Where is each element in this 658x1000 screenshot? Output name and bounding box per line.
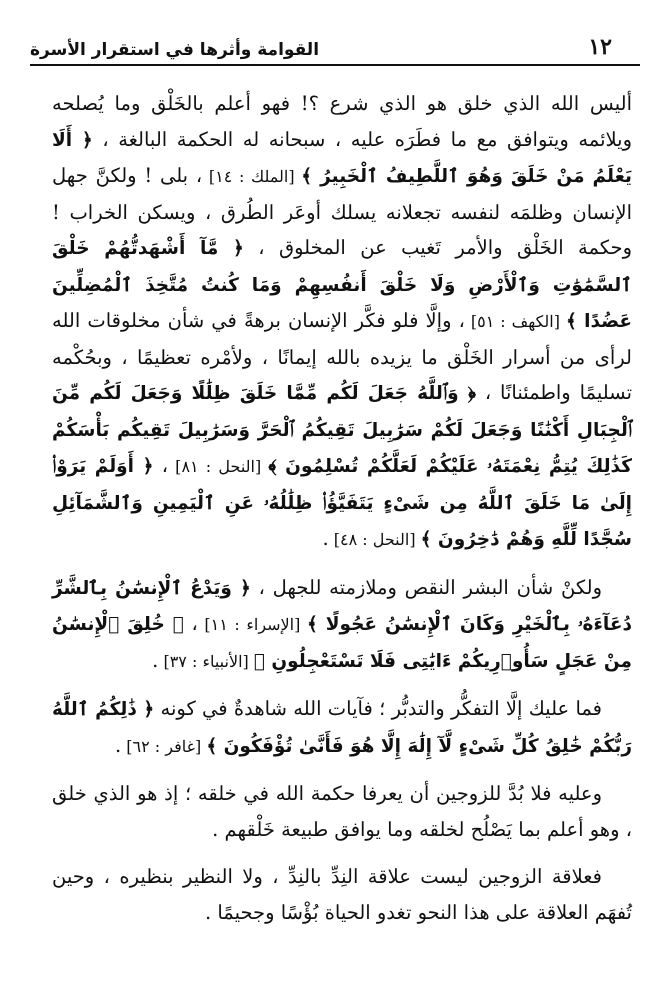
verse-citation: [الأنبياء : ٣٧]	[158, 651, 254, 671]
paragraph-text: ، بلى ! ولكنَّ جهل الإنسان وظلمَه لنفسه تجعلانه يسلك أوعَر الطُرق ، ويسكن الخراب ! وحكمة الخَلْق والأمر تَغيب عن المخلوق ،	[52, 164, 632, 259]
quran-verse: ﴿ وَٱللَّهُ جَعَلَ لَكُم مِّمَّا خَلَقَ ظِلَٰلًا وَجَعَلَ لَكُم مِّنَ ٱلْجِبَالِ أَكْنَٰنًا وَجَعَلَ لَكُمْ سَرَٰبِيلَ تَقِيكُمُ ٱلْحَرَّ وَسَرَٰبِيلَ تَقِيكُم بَأْسَكُمْ كَذَٰلِكَ يُتِمُّ نِعْمَتَهُۥ عَلَيْكُمْ لَعَلَّكُمْ تُسْلِمُونَ ﴾	[52, 383, 632, 477]
verse-citation: [غافر : ٦٢]	[121, 736, 207, 756]
quran-verse: ﴿ مَّآ أَشْهَدتُّهُمْ خَلْقَ ٱلسَّمَٰوَٰتِ وَٱلْأَرْضِ وَلَا خَلْقَ أَنفُسِهِمْ وَمَا كُنتُ مُتَّخِذَ ٱلْمُضِلِّينَ عَضُدًا ﴾	[52, 238, 632, 332]
paragraph	[52, 691, 632, 764]
quran-verse: ﴿ خُلِقَ ٱلْإِنسَٰنُ مِنْ عَجَلٍ سَأُو۟رِيكُمْ ءَايَٰتِى فَلَا تَسْتَعْجِلُونِ ﴾	[52, 614, 632, 672]
running-header	[30, 34, 640, 68]
verse-citation: [الكهف : ٥١]	[464, 312, 566, 331]
quran-verse: ﴿ أَلَا يَعْلَمُ مَنْ خَلَقَ وَهُوَ ٱللَّطِيفُ ٱلْخَبِيرُ ﴾	[52, 129, 632, 187]
page-number: ١٢	[588, 34, 612, 60]
body-text	[52, 86, 632, 930]
paragraph-text: ،	[153, 454, 168, 477]
paragraph	[52, 776, 632, 847]
paragraph-text: أليس الله الذي خلق هو الذي شرع ؟! فهو أعلم بالخَلْق وما يُصلحه ويلائمه ويتوافق مع ما فطَرَه عليه ، سبحانه له الحكمة البالغة ،	[52, 92, 632, 151]
paragraph-text: ،	[183, 612, 198, 635]
quran-verse: ﴿ وَيَدْعُ ٱلْإِنسَٰنُ بِٱلشَّرِّ دُعَآءَهُۥ بِٱلْخَيْرِ وَكَانَ ٱلْإِنسَٰنُ عَجُولًا ﴾	[52, 577, 632, 635]
paragraph	[52, 859, 632, 930]
verse-citation: [النحل : ٤٨]	[328, 530, 421, 549]
paragraph-text: ولكنْ شأن البشر النقص وملازمته للجهل ،	[250, 575, 602, 599]
paragraph-text: فعلاقة الزوجين ليست علاقة النِدِّ بالنِدِّ ، ولا النظير بنظيره ، وحين تُفهَم العلاقة على هذا النحو تغدو الحياة بُؤْسًا وجحيمًا .	[52, 865, 632, 924]
verse-citation: [الإسراء : ١١]	[197, 615, 307, 634]
paragraph-text: وعليه فلا بُدَّ للزوجين أن يعرفا حكمة الله في خلقه ؛ إذ هو الذي خلق ، وهو أعلم بما يَصْلُح لخلقه وما يوافق طبيعة خَلْقهم .	[52, 782, 632, 841]
paragraph	[52, 86, 632, 558]
paragraph-text: .	[115, 733, 122, 757]
paragraph-text: .	[152, 648, 159, 672]
verse-citation: [الملك : ١٤]	[202, 167, 302, 186]
verse-citation: [النحل : ٨١]	[168, 457, 269, 476]
quran-verse: ﴿ ذَٰلِكُمُ ٱللَّهُ رَبُّكُمْ خَٰلِقُ كُلِّ شَىْءٍ لَّآ إِلَٰهَ إِلَّا هُوَ فَأَنَّىٰ تُؤْفَكُونَ ﴾	[52, 699, 632, 757]
running-title: القوامة وأثرها في استقرار الأسرة	[30, 40, 320, 60]
paragraph-text: .	[322, 527, 329, 550]
header-divider	[30, 64, 640, 66]
quran-verse: ﴿ أَوَلَمْ يَرَوْا۟ إِلَىٰ مَا خَلَقَ ٱللَّهُ مِن شَىْءٍ يَتَفَيَّؤُا۟ ظِلَٰلُهُۥ عَنِ ٱلْيَمِينِ وَٱلشَّمَآئِلِ سُجَّدًا لِّلَّهِ وَهُمْ دَٰخِرُونَ ﴾	[52, 456, 632, 550]
paragraph	[52, 570, 632, 680]
paragraph-text: ، وإلَّا فلو فكَّر الإنسان برهةً في شأن مخلوقات الله لرأى من أسرار الخَلْق ما يزيده بالله إيمانًا ، ولأمْره تعظيمًا ، وبحُكْمه تسليمًا واطمئنانًا ،	[52, 309, 632, 404]
paragraph-text: فما عليك إلَّا التفكُّر والتدبُّر ؛ فآيات الله شاهدةٌ في كونه	[154, 697, 602, 720]
